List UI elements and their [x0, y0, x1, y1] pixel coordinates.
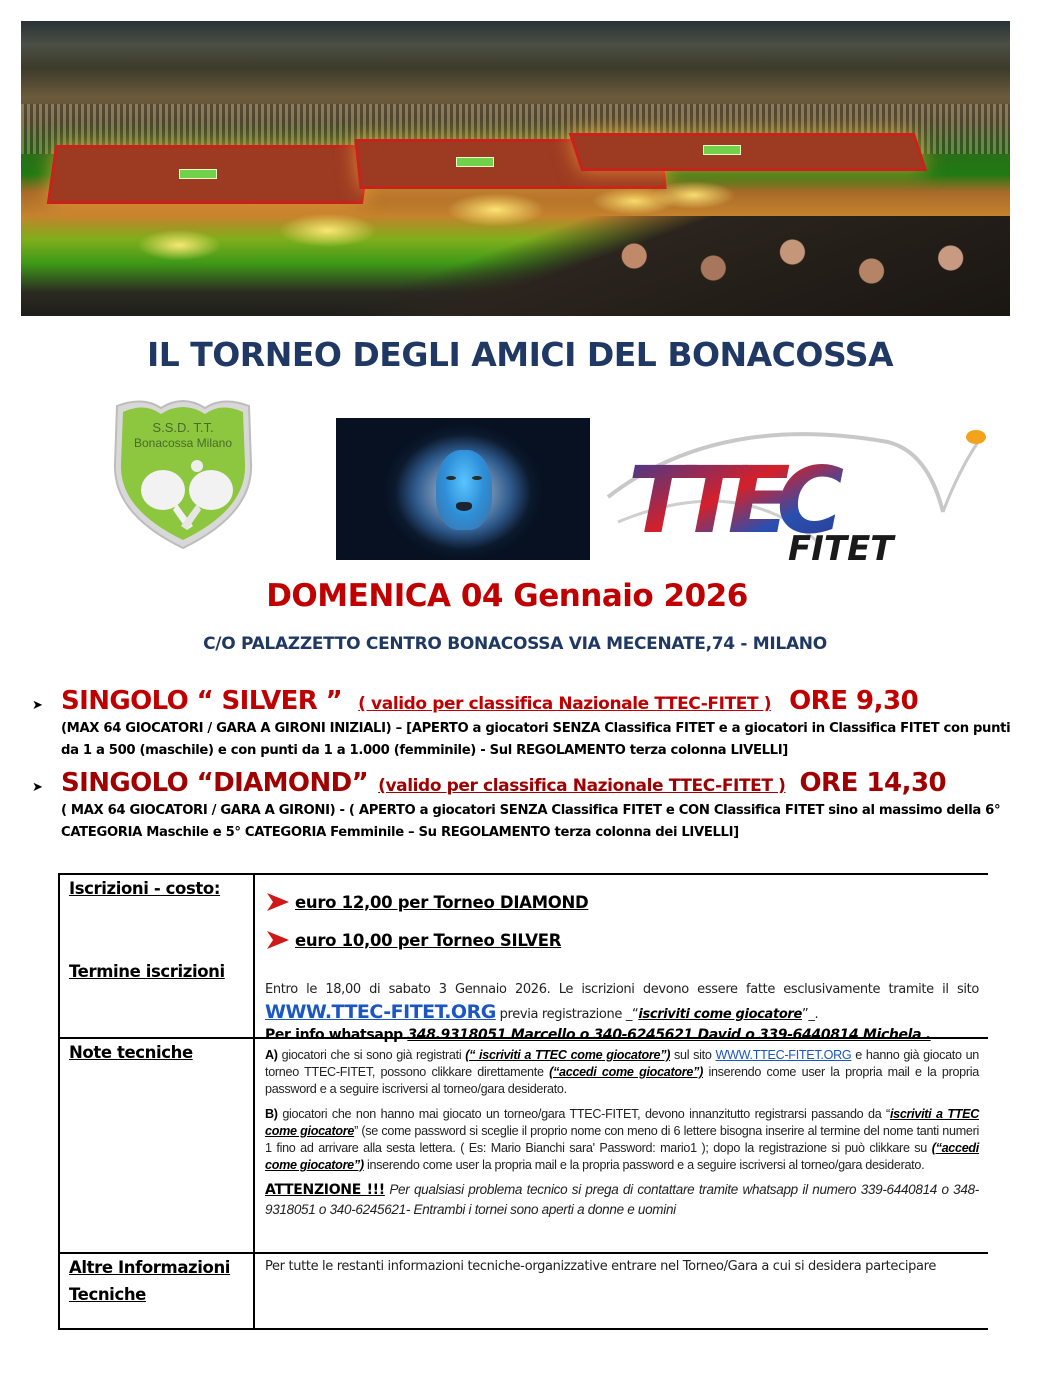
costs-label: Iscrizioni - costo: — [69, 879, 221, 898]
price-item-diamond: euro 12,00 per Torneo DIAMOND — [265, 887, 979, 917]
hero-crowd-foreground — [21, 216, 1010, 316]
table-content-cell — [255, 1039, 988, 1252]
other-info-text: Per tutte le restanti informazioni tecniche-organizzative entrare nel Torneo/Gara a cui si desidera partecipare — [265, 1259, 937, 1274]
hero-court — [569, 133, 928, 171]
event-location: C/O PALAZZETTO CENTRO BONACOSSA VIA MECENATE,74 - MILANO — [203, 634, 827, 654]
arrow-bullet-icon: ➤ — [32, 779, 43, 794]
club-shield-icon — [103, 394, 263, 552]
tournament-silver — [32, 686, 1022, 762]
svg-text:Bonacossa Milano: Bonacossa Milano — [133, 436, 233, 450]
page-title: IL TORNEO DEGLI AMICI DEL BONACOSSA — [146, 335, 894, 374]
svg-text:S.S.D. T.T.: S.S.D. T.T. — [152, 420, 214, 435]
website-link[interactable]: WWW.TTEC-FITET.ORG — [265, 1001, 496, 1023]
tournament-time: ORE 14,30 — [799, 768, 947, 798]
table-label-cell — [58, 1254, 255, 1328]
svg-text:TTEC: TTEC — [628, 447, 830, 554]
lion-nose — [456, 502, 472, 511]
table-content-cell — [255, 875, 988, 1043]
hero-ping-pong-table — [703, 145, 741, 155]
hero-arena-photo — [21, 21, 1010, 316]
ttec-fitet-logo — [598, 412, 998, 567]
lion-face — [436, 450, 492, 530]
table-content-cell — [255, 1254, 988, 1328]
table-row-other-info — [58, 1252, 988, 1330]
svg-text:FITET: FITET — [788, 529, 894, 567]
lion-image — [336, 418, 590, 560]
whatsapp-contacts: Per info whatsapp 348.9318051 Marcello o 340-6245621 David o 339-6440814 Michela . — [265, 1027, 931, 1043]
club-logo-ssd-bonacossa — [103, 394, 263, 552]
hero-ping-pong-table — [179, 169, 217, 179]
tournament-description: (MAX 64 GIOCATORI / GARA A GIRONI INIZIALI) – [APERTO a giocatori SENZA Classifica FITET e a giocatori in Classifica FITET con punti da 1 a 500 (maschile) e con punti da 1 a 1.000 (femminile) - Sul REGOLAMENTO terza colonna LIVELLI] — [61, 721, 1011, 758]
register-label: iscriviti come giocatore — [638, 1007, 802, 1022]
table-row-costs-deadline — [58, 873, 988, 1043]
other-info-label-line2: Tecniche — [69, 1285, 146, 1304]
table-row-tech-notes — [58, 1037, 988, 1252]
tournament-name: SINGOLO “DIAMOND” — [61, 768, 369, 798]
arrow-bullet-icon: ➤ — [32, 697, 43, 712]
website-link[interactable]: WWW.TTEC-FITET.ORG — [715, 1048, 852, 1062]
tournament-diamond — [32, 768, 1022, 844]
deadline-label: Termine iscrizioni — [69, 962, 225, 981]
price-item-silver: euro 10,00 per Torneo SILVER — [265, 925, 979, 955]
event-date: DOMENICA 04 Gennaio 2026 — [266, 578, 748, 614]
other-info-label-line1: Altre Informazioni — [69, 1258, 231, 1277]
tournament-time: ORE 9,30 — [789, 686, 919, 716]
attention-note: ATTENZIONE !!! Per qualsiasi problema tecnico si prega di contattare tramite whatsapp il numero 339-6440814 o 348-9318051 o 340-6245621- Entrambi i tornei sono aperti a donne e uomini — [265, 1182, 979, 1217]
ttec-logo-icon — [598, 412, 998, 567]
lion-eye — [446, 476, 456, 480]
tournament-validity: ( valido per classifica Nazionale TTEC-FITET ) — [358, 694, 772, 714]
note-b: B) giocatori che non hanno mai giocato un torneo/gara TTEC-FITET, devono innanzitutto registrarsi passando da “iscriviti a TTEC come giocatore” (se come password si sceglie il proprio nome con meno di 6 lettere bisogna inserire al termine del nome tanti numeri 1 fino ad arrivare alla sesta lettera. ( Es: Mario Bianchi sara' Password: mario1 ); dopo la registrazione si può clikkare su (“accedi come giocatore”) inserendo come user la propria mail e la propria password e a seguire iscriversi al torneo/gara desiderato. — [265, 1107, 979, 1172]
table-label-cell — [58, 875, 255, 1037]
tournament-description: ( MAX 64 GIOCATORI / GARA A GIRONI) - ( APERTO a giocatori SENZA Classifica FITET e CON Classifica FITET sino al massimo della 6° CATEGORIA Maschile e 5° CATEGORIA Femminile – Su REGOLAMENTO terza colonna dei LIVELLI] — [61, 803, 1001, 840]
tournament-validity: (valido per classifica Nazionale TTEC-FITET ) — [378, 776, 786, 796]
table-label-cell — [58, 1039, 255, 1252]
red-arrow-bullet-icon — [265, 891, 291, 913]
deadline-text: Entro le 18,00 di sabato 3 Gennaio 2026. Le iscrizioni devono essere fatte esclusivamente tramite il sito WWW.TTEC-FITET.ORG previa registrazione _“iscriviti come giocatore”_. — [265, 982, 979, 1023]
tournament-name: SINGOLO “ SILVER ” — [61, 686, 343, 716]
note-a: A) giocatori che si sono già registrati (“ iscriviti a TTEC come giocatore”) sul sito WWW.TTEC-FITET.ORG e hanno già giocato un torneo TTEC-FITET, possono clikkare direttamente (“accedi come giocatore”) inserendo come user la propria mail e la propria password e a seguire iscriversi al torneo/gara desiderato. — [265, 1048, 980, 1096]
hero-ping-pong-table — [456, 157, 494, 167]
tech-notes-label: Note tecniche — [69, 1043, 193, 1062]
lion-eye — [472, 476, 482, 480]
info-table — [58, 873, 988, 1330]
red-arrow-bullet-icon — [265, 929, 291, 951]
